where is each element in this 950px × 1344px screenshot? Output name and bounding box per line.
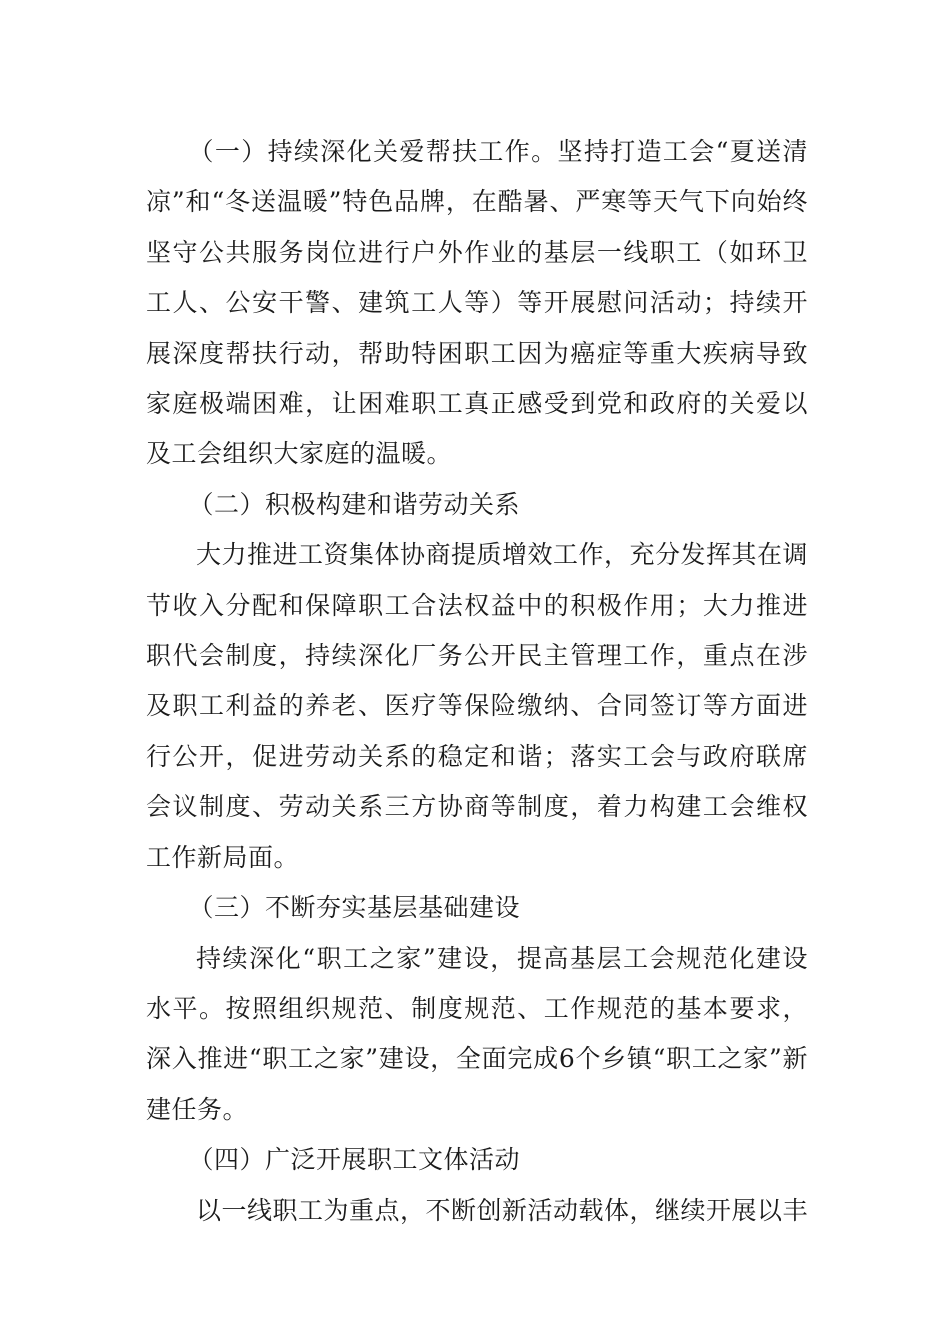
heading-grassroots: （三）不断夯实基层基础建设 <box>188 893 521 923</box>
paragraph-care-support: （一）持续深化关爱帮扶工作。坚持打造工会“夏送清凉”和“冬送温暖”特色品牌，在酷暑、严寒等天气下向始终坚守公共服务岗位进行户外作业的基层一线职工（如环卫工人、公安干警、建筑工人等）等开展慰问活动；持续开展深度帮扶行动，帮助特困职工因为癌症等重大疾病导致家庭极端困难，让困难职工真正感受到党和政府的关爱以及工会组织大家庭的温暖。 <box>146 137 808 469</box>
document-body <box>146 127 808 1236</box>
heading-cultural-activities: （四）广泛开展职工文体活动 <box>188 1145 521 1175</box>
heading-labor-relations: （二）积极构建和谐劳动关系 <box>188 489 521 519</box>
paragraph-labor-relations: 大力推进工资集体协商提质增效工作，充分发挥其在调节收入分配和保障职工合法权益中的积极作用；大力推进职代会制度，持续深化厂务公开民主管理工作，重点在涉及职工利益的养老、医疗等保险缴纳、合同签订等方面进行公开，促进劳动关系的稳定和谐；落实工会与政府联席会议制度、劳动关系三方协商等制度，着力构建工会维权工作新局面。 <box>146 540 809 872</box>
paragraph-cultural-activities: 以一线职工为重点，不断创新活动载体，继续开展以丰 <box>196 1195 809 1225</box>
paragraph-grassroots: 持续深化“职工之家”建设，提高基层工会规范化建设水平。按照组织规范、制度规范、工作规范的基本要求，深入推进“职工之家”建设，全面完成6个乡镇“职工之家”新建任务。 <box>146 943 808 1124</box>
